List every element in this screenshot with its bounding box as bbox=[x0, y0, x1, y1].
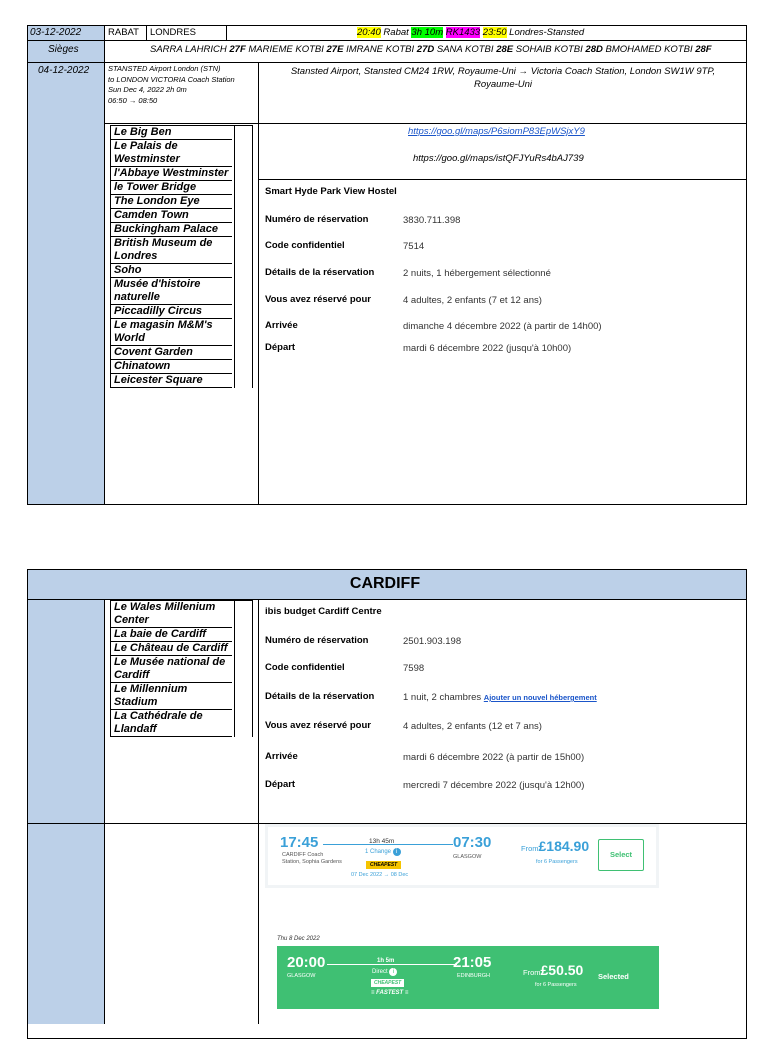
card1-from-label: From bbox=[521, 844, 539, 853]
card2-departure-time: 20:00 bbox=[287, 954, 326, 971]
hotel-field-label: Vous avez réservé pour bbox=[265, 720, 371, 731]
passenger-seat: 28E bbox=[496, 44, 514, 55]
sight-item: Piccadilly Circus bbox=[111, 305, 232, 319]
seats-label: Sièges bbox=[48, 44, 79, 55]
sight-item: Buckingham Palace bbox=[111, 223, 232, 237]
hotel-field-label: Détails de la réservation bbox=[265, 691, 375, 702]
flight-duration: 3h 10m bbox=[411, 27, 444, 38]
coach-line-1: STANSTED Airport London (STN) bbox=[108, 64, 221, 73]
route-line-1: Stansted Airport, Stansted CM24 1RW, Royaume-Uni → Victoria Coach Station, London SW1W 9TP, bbox=[290, 66, 716, 77]
hotel-field-value bbox=[403, 752, 584, 763]
london-hotel-name: Smart Hyde Park View Hostel bbox=[265, 186, 397, 197]
sight-item: Camden Town bbox=[111, 209, 232, 223]
card2-cheapest-badge: CHEAPEST bbox=[371, 979, 404, 987]
card1-price-group bbox=[521, 838, 589, 856]
passenger-name: SANA KOTBI bbox=[436, 44, 494, 55]
selected-status[interactable]: Selected bbox=[598, 972, 629, 981]
card1-passengers: for 6 Passengers bbox=[536, 859, 578, 865]
card2-arrival-time: 21:05 bbox=[453, 954, 492, 971]
passenger-name: SOHAIB KOTBI bbox=[515, 44, 583, 55]
sight-item: Le Big Ben bbox=[111, 126, 232, 140]
coach-info bbox=[108, 64, 258, 106]
coach-line-2: to LONDON VICTORIA Coach Station bbox=[108, 74, 235, 84]
info-icon[interactable]: i bbox=[389, 968, 397, 976]
flight-info bbox=[357, 27, 584, 38]
info-icon[interactable]: i bbox=[393, 848, 401, 856]
select-button[interactable]: Select bbox=[598, 839, 644, 871]
card1-cheapest-badge: CHEAPEST bbox=[366, 861, 401, 869]
hotel-field-value-text: 7598 bbox=[403, 663, 425, 674]
card1-from: CARDIFF Coach Station, Sophia Gardens bbox=[282, 852, 342, 865]
cardiff-sights-list bbox=[110, 600, 253, 737]
passenger-seat: 27F bbox=[229, 44, 246, 55]
origin-city: RABAT bbox=[108, 27, 139, 38]
sight-item: La baie de Cardiff bbox=[111, 628, 232, 642]
hotel-field-label: Vous avez réservé pour bbox=[265, 294, 371, 305]
sight-item: The London Eye bbox=[111, 195, 232, 209]
sight-item: Musée d'histoire naturelle bbox=[111, 278, 232, 305]
sight-item: l'Abbaye Westminster bbox=[111, 167, 232, 181]
hotel-field-label: Détails de la réservation bbox=[265, 267, 375, 278]
card2-from-label: From bbox=[523, 968, 541, 977]
date-1: 03-12-2022 bbox=[30, 27, 82, 38]
coach-route bbox=[262, 65, 744, 91]
hotel-field-value-text: 4 adultes, 2 enfants (12 et 7 ans) bbox=[403, 721, 542, 732]
sight-item: Chinatown bbox=[111, 360, 232, 374]
hotel-field-value bbox=[403, 692, 597, 703]
hotel-field-label: Code confidentiel bbox=[265, 662, 345, 673]
card2-duration: 1h 5m bbox=[377, 958, 395, 964]
card2-from: GLASGOW bbox=[287, 973, 316, 979]
map-link-1[interactable]: https://goo.gl/maps/P6siomP83EpWSjxY9 bbox=[408, 126, 585, 137]
hotel-field-value: 4 adultes, 2 enfants (7 et 12 ans) bbox=[403, 295, 542, 306]
coach-line-3: Sun Dec 4, 2022 2h 0m bbox=[108, 85, 187, 94]
add-accommodation-link[interactable]: Ajouter un nouvel hébergement bbox=[483, 693, 597, 702]
coach-line-4: 06:50 → 08:50 bbox=[108, 95, 158, 105]
passenger-name: IMRANE KOTBI bbox=[346, 44, 415, 55]
hotel-field-value: dimanche 4 décembre 2022 (à partir de 14h00) bbox=[403, 321, 602, 332]
arrival-place: Londres-Stansted bbox=[509, 27, 585, 38]
card1-changes bbox=[365, 848, 401, 856]
hotel-field-label: Numéro de réservation bbox=[265, 635, 369, 646]
destination-city: LONDRES bbox=[150, 27, 196, 38]
cardiff-title: CARDIFF bbox=[349, 575, 421, 592]
passenger-seat: 27D bbox=[416, 44, 435, 55]
passenger-seat: 27E bbox=[326, 44, 344, 55]
card1-arrival-time: 07:30 bbox=[453, 834, 492, 851]
sight-item: Covent Garden bbox=[111, 346, 232, 360]
card2-price-group bbox=[523, 962, 583, 980]
card2-passengers: for 6 Passengers bbox=[535, 982, 577, 988]
hotel-field-value: 2 nuits, 1 hébergement sélectionné bbox=[403, 268, 551, 279]
hotel-field-value-text: mercredi 7 décembre 2022 (jusqu'à 12h00) bbox=[403, 780, 585, 791]
card2-fastest-text: FASTEST bbox=[376, 990, 404, 996]
card2-fastest-badge: ≡ FASTEST ≡ bbox=[371, 990, 409, 996]
sight-item: British Museum de Londres bbox=[111, 237, 232, 264]
route-line-2: Royaume-Uni bbox=[473, 79, 533, 90]
card1-duration: 13h 45m bbox=[369, 838, 395, 845]
departure-city: Rabat bbox=[383, 27, 409, 38]
card1-price: £184.90 bbox=[538, 838, 590, 854]
card2-to: EDINBURGH bbox=[457, 973, 491, 979]
hotel-field-label: Arrivée bbox=[265, 751, 298, 762]
map-link-2: https://goo.gl/maps/istQFJYuRs4bAJ739 bbox=[413, 153, 584, 164]
sight-item: Le Musée national de Cardiff bbox=[111, 656, 232, 683]
card1-to: GLASGOW bbox=[453, 854, 482, 860]
hotel-field-label: Code confidentiel bbox=[265, 240, 345, 251]
sight-item: le Tower Bridge bbox=[111, 181, 232, 195]
card1-dates: 07 Dec 2022 → 08 Dec bbox=[351, 872, 409, 878]
hotel-field-value bbox=[403, 663, 424, 674]
flight-number: RK1433 bbox=[445, 27, 481, 38]
departure-time: 20:40 bbox=[357, 27, 381, 38]
hotel-field-label: Numéro de réservation bbox=[265, 214, 369, 225]
card2-price: £50.50 bbox=[540, 962, 584, 978]
hotel-field-value bbox=[403, 721, 542, 732]
hotel-field-label: Départ bbox=[265, 779, 296, 790]
sight-item: Soho bbox=[111, 264, 232, 278]
sight-item: Le Millennium Stadium bbox=[111, 683, 232, 710]
cardiff-hotel-name: ibis budget Cardiff Centre bbox=[265, 606, 382, 617]
hotel-field-value: mardi 6 décembre 2022 (jusqu'à 10h00) bbox=[403, 343, 572, 354]
card1-changes-text: 1 Change bbox=[365, 849, 392, 855]
card2-changes-text: Direct bbox=[372, 969, 388, 975]
sight-item: Le magasin M&M's World bbox=[111, 319, 232, 346]
sight-item: Le Wales Millenium Center bbox=[111, 601, 232, 628]
hotel-field-value: 3830.711.398 bbox=[403, 215, 461, 226]
sight-item: La Cathédrale de Llandaff bbox=[111, 710, 232, 737]
date-2: 04-12-2022 bbox=[38, 65, 90, 76]
london-sights-list bbox=[110, 125, 253, 388]
card1-departure-time: 17:45 bbox=[280, 834, 319, 851]
passenger-seat: 28D bbox=[585, 44, 603, 55]
passenger-name: MARIEME KOTBI bbox=[248, 44, 324, 55]
hotel-field-label: Départ bbox=[265, 342, 296, 353]
seats-list bbox=[150, 44, 712, 55]
coach-offer-card-1[interactable] bbox=[265, 824, 659, 888]
sight-item: Le Château de Cardiff bbox=[111, 642, 232, 656]
card2-changes bbox=[372, 968, 397, 976]
passenger-name: SARRA LAHRICH bbox=[150, 44, 227, 55]
passenger-seat: 28F bbox=[695, 44, 712, 55]
card2-date: Thu 8 Dec 2022 bbox=[277, 936, 320, 942]
passenger-name: BMOHAMED KOTBI bbox=[605, 44, 693, 55]
hotel-field-value-text: 1 nuit, 2 chambres bbox=[403, 692, 482, 703]
hotel-field-value bbox=[403, 636, 461, 647]
sight-item: Leicester Square bbox=[111, 374, 232, 388]
arrival-time: 23:50 bbox=[482, 27, 507, 38]
hotel-field-label: Arrivée bbox=[265, 320, 298, 331]
hotel-field-value-text: mardi 6 décembre 2022 (à partir de 15h00) bbox=[403, 752, 585, 763]
hotel-field-value bbox=[403, 780, 584, 791]
hotel-field-value-text: 2501.903.198 bbox=[403, 636, 462, 647]
coach-offer-card-2[interactable] bbox=[277, 946, 659, 1009]
hotel-field-value: 7514 bbox=[403, 241, 425, 252]
sight-item: Le Palais de Westminster bbox=[111, 140, 232, 167]
